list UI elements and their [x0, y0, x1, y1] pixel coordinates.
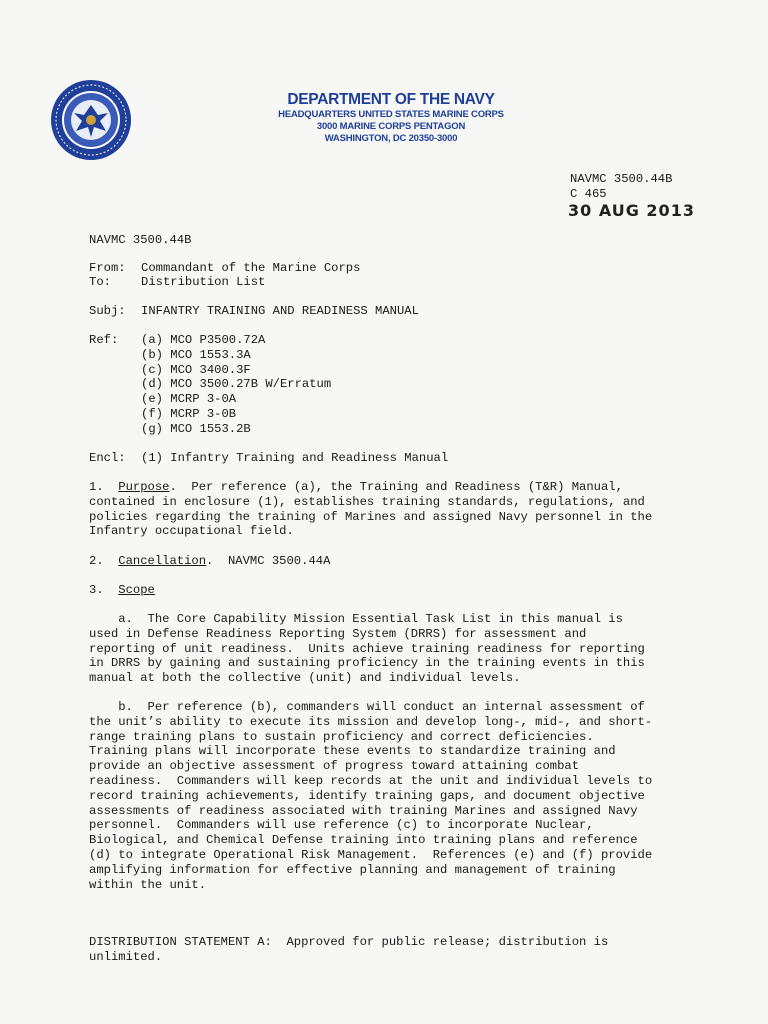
dod-seal-icon	[50, 79, 132, 161]
p3b-line: the unit’s ability to execute its mission and develop long-, mid-, and short-	[89, 714, 653, 729]
from-label: From:	[89, 261, 126, 275]
ident-date: 30 AUG 2013	[568, 201, 695, 220]
p3-title: Scope	[118, 583, 155, 597]
p3b-line: b. Per reference (b), commanders will conduct an internal assessment of	[89, 700, 645, 714]
p1-line: policies regarding the training of Marines and assigned Navy personnel in the	[89, 509, 653, 524]
paragraph-scope-a	[89, 612, 645, 686]
p2-title: Cancellation	[118, 554, 207, 568]
p1-line: Infantry occupational field.	[89, 524, 294, 539]
letterhead-title: DEPARTMENT OF THE NAVY	[287, 91, 495, 108]
p3b-line: within the unit.	[89, 877, 207, 892]
ref-item: (f) MCRP 3-0B	[141, 406, 237, 421]
ref-item: (b) MCO 1553.3A	[141, 347, 251, 362]
p3b-line: readiness. Commanders will keep records at the unit and individual levels to	[89, 773, 653, 788]
letterhead-line3: WASHINGTON, DC 20350-3000	[324, 133, 458, 144]
p1-number: 1.	[89, 480, 104, 494]
from-value: Commandant of the Marine Corps	[141, 261, 361, 275]
ref-item: (e) MCRP 3-0A	[141, 392, 237, 407]
p3b-line: Biological, and Chemical Defense training into training plans and reference	[89, 833, 638, 848]
to-value: Distribution List	[141, 275, 266, 289]
ref-item: (d) MCO 3500.27B W/Erratum	[141, 377, 332, 392]
ref-item: (c) MCO 3400.3F	[141, 362, 251, 377]
p2-number: 2.	[89, 554, 104, 568]
paragraph-scope-b	[89, 700, 652, 892]
p3b-line: assessments of readiness associated with training Marines and assigned Navy	[89, 803, 638, 818]
p3a-line: used in Defense Readiness Reporting System (DRRS) for assessment and	[89, 626, 587, 641]
paragraph-scope	[89, 583, 155, 598]
p3b-line: range training plans to sustain proficiency and correct deficiencies.	[89, 729, 594, 744]
ref-label: Ref:	[89, 333, 119, 347]
p1-line: contained in enclosure (1), establishes training standards, regulations, and	[89, 494, 645, 509]
p3b-line: amplifying information for effective planning and management of training	[89, 862, 616, 877]
paragraph-purpose	[89, 480, 652, 539]
p3a-line: a. The Core Capability Mission Essential Task List in this manual is	[89, 612, 623, 626]
encl-value: (1) Infantry Training and Readiness Manual	[141, 451, 449, 465]
ref-list	[141, 333, 331, 437]
p3a-line: manual at both the collective (unit) and individual levels.	[89, 671, 521, 686]
distribution-line: unlimited.	[89, 949, 163, 964]
ref-item: (a) MCO P3500.72A	[141, 333, 266, 347]
p1-title: Purpose	[118, 480, 170, 494]
ident-code: C 465	[570, 187, 607, 201]
subj-label: Subj:	[89, 304, 126, 318]
letterhead	[236, 90, 546, 145]
letterhead-line2: 3000 MARINE CORPS PENTAGON	[316, 121, 466, 132]
p3-number: 3.	[89, 583, 104, 597]
doc-number: NAVMC 3500.44B	[89, 233, 192, 247]
to-label: To:	[89, 275, 111, 289]
distribution-statement	[89, 935, 608, 965]
p3b-line: personnel. Commanders will use reference (c) to incorporate Nuclear,	[89, 818, 594, 833]
p3a-line: reporting of unit readiness. Units achieve training readiness for reporting	[89, 641, 645, 656]
subj-value: INFANTRY TRAINING AND READINESS MANUAL	[141, 304, 419, 318]
p3b-line: (d) to integrate Operational Risk Management. References (e) and (f) provide	[89, 847, 653, 862]
p3a-line: in DRRS by gaining and sustaining proficiency in the training events in this	[89, 656, 645, 671]
p1-line: . Per reference (a), the Training and Readiness (T&R) Manual,	[169, 480, 623, 494]
p3b-line: provide an objective assessment of progress toward attaining combat	[89, 759, 580, 774]
encl-label: Encl:	[89, 451, 126, 465]
p3b-line: Training plans will incorporate these events to standardize training and	[89, 744, 616, 759]
p3b-line: record training achievements, identify training gaps, and document objective	[89, 788, 645, 803]
paragraph-cancellation	[89, 554, 330, 569]
p2-text: . NAVMC 3500.44A	[206, 554, 331, 568]
ref-item: (g) MCO 1553.2B	[141, 421, 251, 436]
distribution-line: DISTRIBUTION STATEMENT A: Approved for public release; distribution is	[89, 935, 609, 949]
ident-number: NAVMC 3500.44B	[570, 172, 673, 186]
letterhead-line1: HEADQUARTERS UNITED STATES MARINE CORPS	[278, 109, 504, 120]
